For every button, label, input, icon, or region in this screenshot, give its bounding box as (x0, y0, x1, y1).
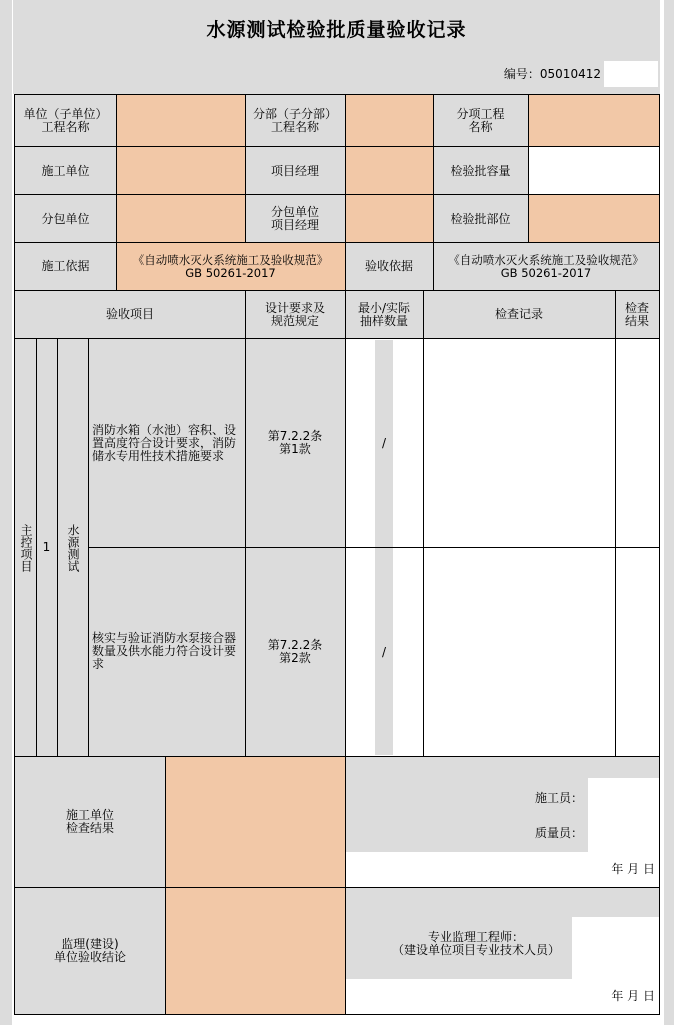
main-control-group (57, 339, 88, 756)
supervisor-sign-box (572, 917, 659, 979)
unit-name-value[interactable] (116, 95, 245, 147)
row2-req: 第7.2.2条 第2款 (245, 547, 345, 756)
capacity-value[interactable] (528, 147, 659, 195)
item-name-value[interactable] (528, 95, 659, 147)
accept-basis-label: 验收依据 (345, 243, 433, 290)
col-item-header: 验收项目 (15, 290, 245, 339)
basis-value: 《自动喷水灭火系统施工及验收规范》 GB 50261-2017 (116, 243, 345, 290)
main-control-category-text: 主控项目 (19, 523, 33, 572)
code-box (604, 61, 658, 87)
row1-record[interactable] (423, 339, 615, 547)
unit-name-label: 单位（子单位） 工程名称 (15, 95, 116, 147)
builder-value[interactable] (116, 147, 245, 195)
row2-item-text: 核实与验证消防水泵接合器数量及供水能力符合设计要求 (88, 547, 245, 756)
pm-value[interactable] (345, 147, 433, 195)
row1-result[interactable] (615, 339, 659, 547)
record-code: 编号：05010412 (503, 66, 601, 81)
item-name-label: 分项工程 名称 (433, 95, 528, 147)
builder-sign-box (588, 778, 659, 852)
part-name-value[interactable] (345, 95, 433, 147)
accept-basis-value: 《自动喷水灭火系统施工及验收规范》 GB 50261-2017 (433, 243, 659, 290)
location-value[interactable] (528, 195, 659, 243)
col-result-header: 检查 结果 (615, 290, 659, 339)
row2-result[interactable] (615, 547, 659, 756)
col-req-header: 设计要求及 规范规定 (245, 290, 345, 339)
builder-check-value[interactable] (165, 756, 345, 887)
sub-unit-label: 分包单位 (15, 195, 116, 243)
left-strip (0, 0, 12, 1025)
capacity-label: 检验批容量 (433, 147, 528, 195)
main-control-no: 1 (36, 339, 57, 756)
sample-slash-1: / (381, 436, 387, 450)
col-record-header: 检查记录 (423, 290, 615, 339)
location-label: 检验批部位 (433, 195, 528, 243)
sub-unit-value[interactable] (116, 195, 245, 243)
row1-item-text: 消防水箱（水池）容积、设置高度符合设计要求，消防储水专用性技术措施要求 (88, 339, 245, 547)
supervisor-engineer-label: 专业监理工程师： （建设单位项目专业技术人员） (391, 930, 560, 957)
main-control-group-text: 水源测试 (66, 523, 80, 572)
sub-pm-label: 分包单位 项目经理 (245, 195, 345, 243)
builder-label: 施工单位 (15, 147, 116, 195)
sample-slash-2: / (381, 645, 387, 659)
right-strip (664, 0, 674, 1025)
col-sample-header: 最小/实际 抽样数量 (345, 290, 423, 339)
basis-label: 施工依据 (15, 243, 116, 290)
pm-label: 项目经理 (245, 147, 345, 195)
row2-record[interactable] (423, 547, 615, 756)
supervisor-label: 监理(建设) 单位验收结论 (15, 887, 165, 1014)
builder-qc-label: 质量员： (534, 825, 583, 840)
row1-req: 第7.2.2条 第1款 (245, 339, 345, 547)
supervisor-date: 年 月 日 (345, 979, 659, 1014)
builder-worker-label: 施工员： (534, 790, 583, 805)
supervisor-value[interactable] (165, 887, 345, 1014)
main-control-category (15, 339, 36, 756)
page-title: 水源测试检验批质量验收记录 (206, 18, 467, 41)
part-name-label: 分部（子分部） 工程名称 (245, 95, 345, 147)
builder-date: 年 月 日 (345, 852, 659, 887)
builder-check-label: 施工单位 检查结果 (15, 756, 165, 887)
sub-pm-value[interactable] (345, 195, 433, 243)
